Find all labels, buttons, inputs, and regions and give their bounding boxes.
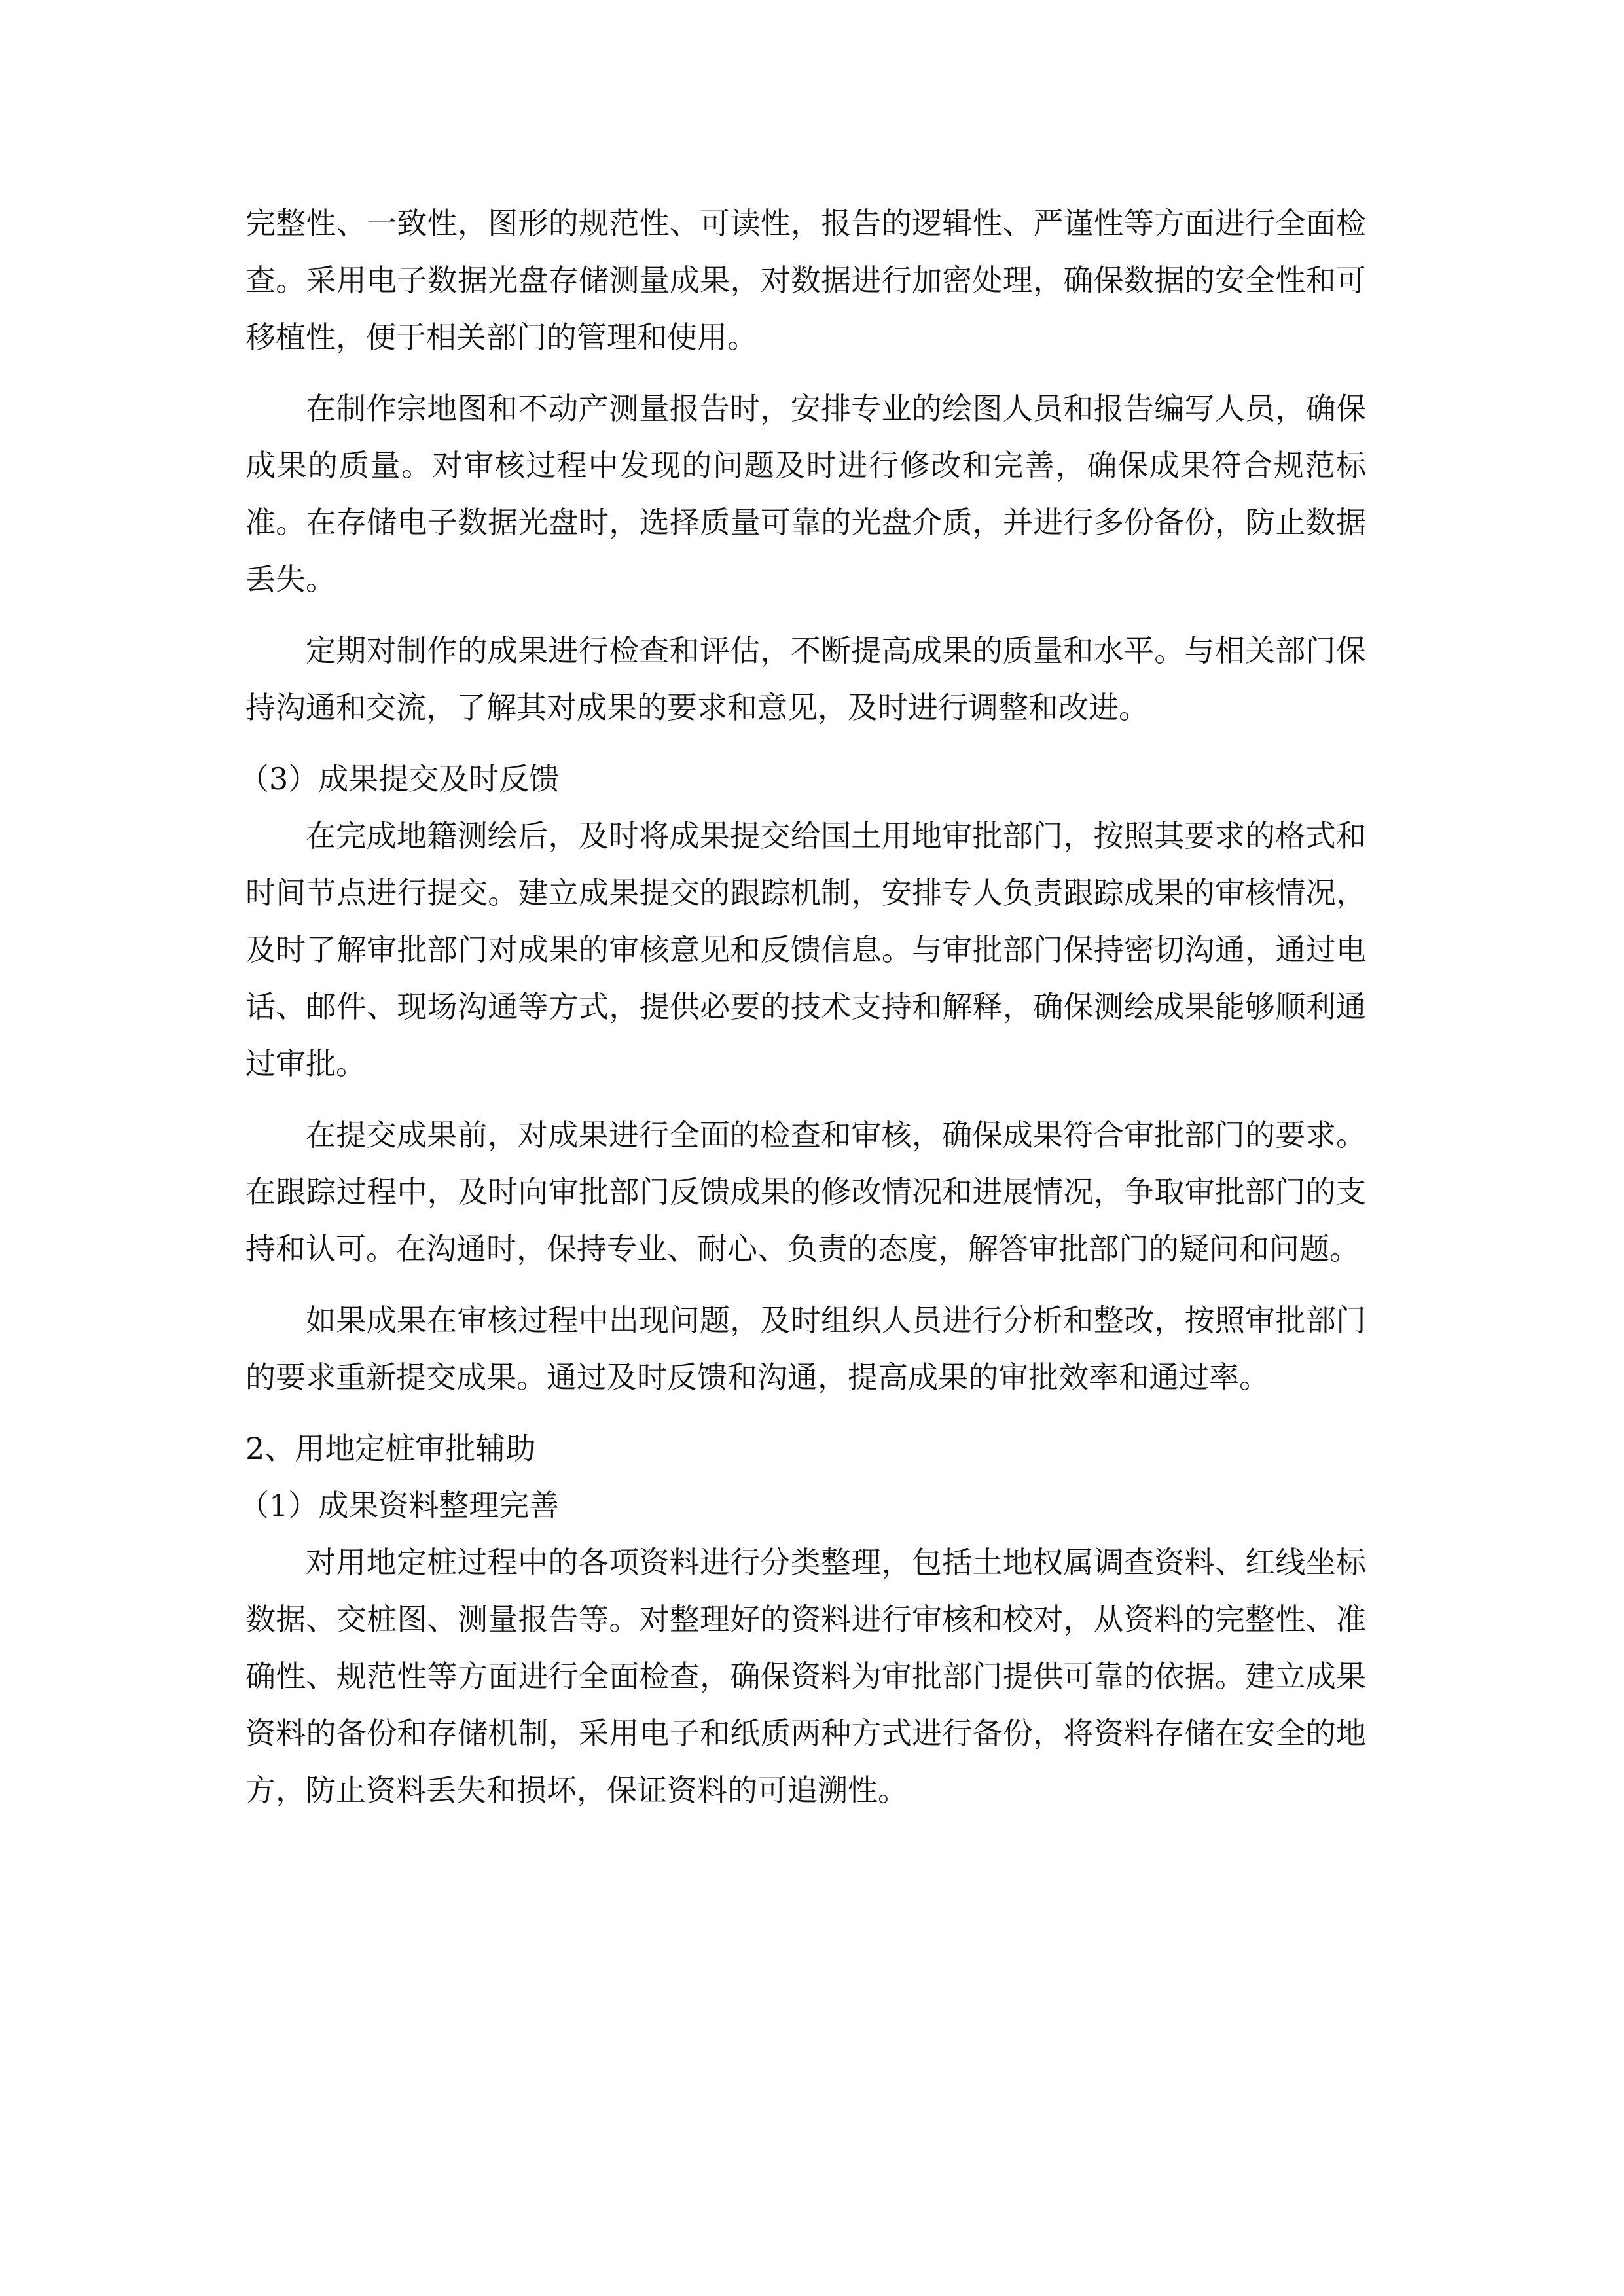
section-heading-material-organization: （1）成果资料整理完善	[239, 1488, 560, 1523]
paragraph-continuation: 完整性、一致性，图形的规范性、可读性，报告的逻辑性、严谨性等方面进行全面检查。采用电子数据光盘存储测量成果，对数据进行加密处理，确保数据的安全性和可移植性，便于相关部门的管理和使用。	[245, 206, 1366, 355]
section-heading-result-submission: （3）成果提交及时反馈	[239, 761, 560, 797]
paragraph-pre-submission-check: 在提交成果前，对成果进行全面的检查和审核，确保成果符合审批部门的要求。在跟踪过程中，及时向审批部门反馈成果的修改情况和进展情况，争取审批部门的支持和认可。在沟通时，保持专业、耐心、负责的态度，解答审批部门的疑问和问题。	[245, 1117, 1366, 1266]
paragraph-periodic-review: 定期对制作的成果进行检查和评估，不断提高成果的质量和水平。与相关部门保持沟通和交流，了解其对成果的要求和意见，及时进行调整和改进。	[245, 633, 1366, 725]
section-heading-land-staking: 2、用地定桩审批辅助	[245, 1431, 536, 1466]
paragraph-material-organization: 对用地定桩过程中的各项资料进行分类整理，包括土地权属调查资料、红线坐标数据、交桩图、测量报告等。对整理好的资料进行审核和校对，从资料的完整性、准确性、规范性等方面进行全面检查，确保资料为审批部门提供可靠的依据。建立成果资料的备份和存储机制，采用电子和纸质两种方式进行备份，将资料存储在安全的地方，防止资料丢失和损坏，保证资料的可追溯性。	[245, 1545, 1366, 1808]
document-body	[239, 195, 1366, 1833]
paragraph-submission-tracking: 在完成地籍测绘后，及时将成果提交给国土用地审批部门，按照其要求的格式和时间节点进行提交。建立成果提交的跟踪机制，安排专人负责跟踪成果的审核情况，及时了解审批部门对成果的审核意见和反馈信息。与审批部门保持密切沟通，通过电话、邮件、现场沟通等方式，提供必要的技术支持和解释，确保测绘成果能够顺利通过审批。	[245, 818, 1366, 1081]
paragraph-drawing-production: 在制作宗地图和不动产测量报告时，安排专业的绘图人员和报告编写人员，确保成果的质量。对审核过程中发现的问题及时进行修改和完善，确保成果符合规范标准。在存储电子数据光盘时，选择质量可靠的光盘介质，并进行多份备份，防止数据丢失。	[245, 391, 1366, 597]
paragraph-issue-rectification: 如果成果在审核过程中出现问题，及时组织人员进行分析和整改，按照审批部门的要求重新提交成果。通过及时反馈和沟通，提高成果的审批效率和通过率。	[245, 1302, 1366, 1395]
